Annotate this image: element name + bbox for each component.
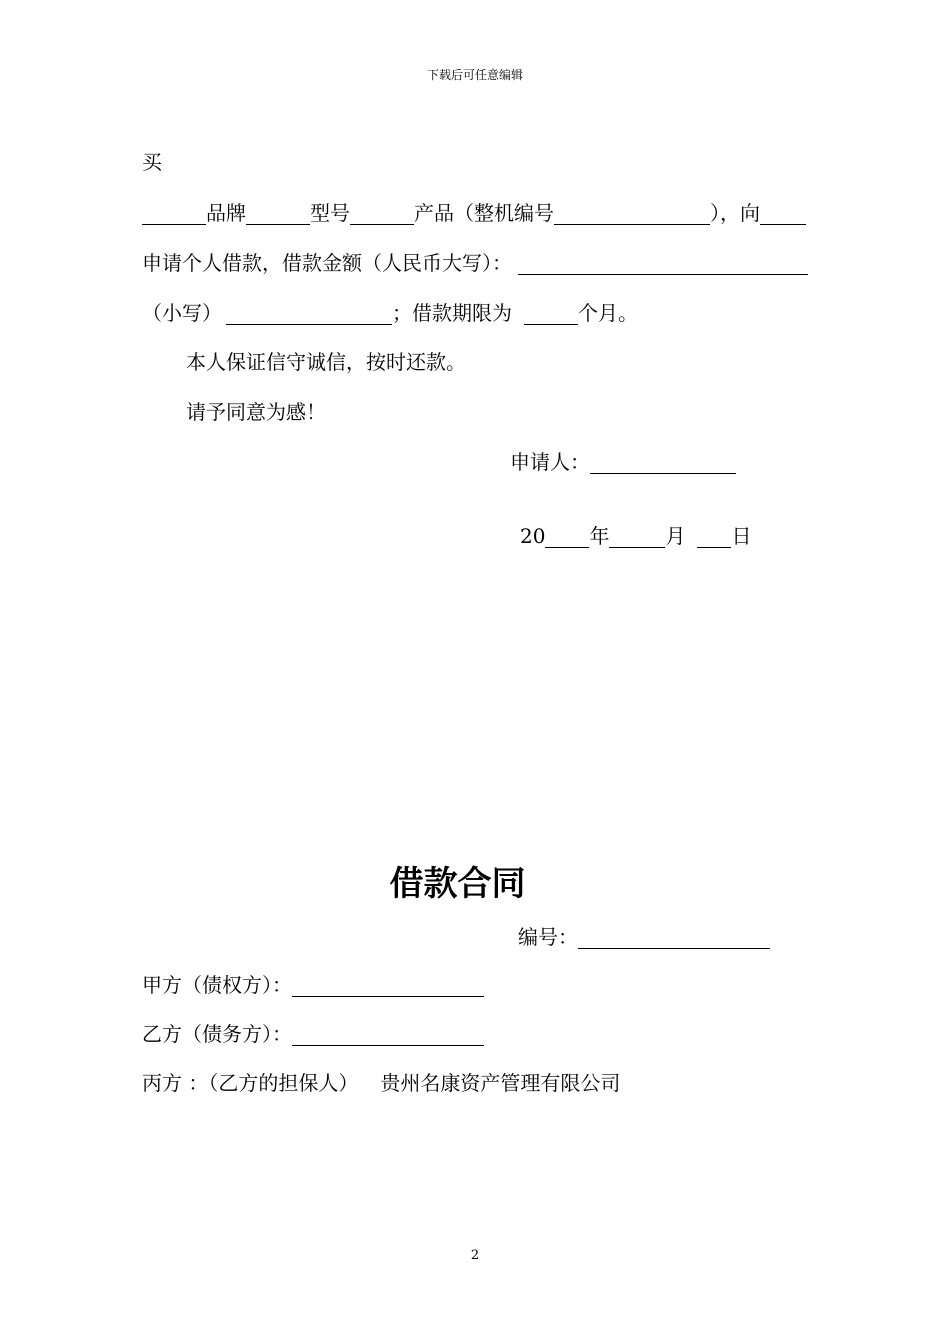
blank-field bbox=[545, 527, 589, 548]
label-contract-number: 编号： bbox=[518, 925, 578, 949]
label-year: 年 bbox=[589, 524, 610, 548]
label-party-a: 甲方（债权方）： bbox=[142, 973, 292, 997]
label-loan-amount: 申请个人借款，借款金额（人民币大写）： bbox=[142, 251, 512, 275]
blank-field bbox=[518, 254, 808, 275]
label-term: ；借款期限为 bbox=[392, 301, 512, 325]
label-applicant: 申请人： bbox=[510, 450, 590, 474]
blank-field bbox=[590, 453, 736, 474]
label-months: 个月。 bbox=[578, 301, 638, 325]
label-product: 产品（整机编号 bbox=[414, 201, 554, 225]
label-party-b: 乙方（债务方）： bbox=[142, 1022, 292, 1046]
page-header-note: 下载后可任意编辑 bbox=[426, 68, 523, 82]
guarantee-text: 本人保证信守诚信，按时还款。 bbox=[186, 350, 466, 374]
party-b-line bbox=[142, 1022, 484, 1046]
product-info-line bbox=[142, 201, 806, 225]
label-brand: 品牌 bbox=[206, 201, 246, 225]
blank-field bbox=[760, 204, 806, 225]
blank-field bbox=[554, 204, 710, 225]
request-text: 请予同意为感！ bbox=[186, 400, 326, 424]
label-party-c: 丙方 ：（乙方的担保人） bbox=[142, 1071, 359, 1095]
loan-term-line bbox=[142, 301, 638, 325]
label-model: 型号 bbox=[310, 201, 350, 225]
contract-title: 借款合同 bbox=[389, 864, 526, 904]
label-small-amount: （小写） bbox=[142, 301, 222, 325]
date-prefix: 20 bbox=[520, 524, 546, 548]
blank-field bbox=[142, 204, 206, 225]
contract-number-line bbox=[518, 925, 770, 949]
label-close-to: ），向 bbox=[710, 201, 760, 225]
loan-amount-line bbox=[142, 251, 808, 275]
label-month: 月 bbox=[665, 524, 686, 548]
blank-field bbox=[226, 304, 392, 325]
party-c-line bbox=[142, 1071, 620, 1095]
party-a-line bbox=[142, 973, 484, 997]
text-buy: 买 bbox=[142, 150, 162, 174]
page-number: 2 bbox=[470, 1248, 480, 1263]
label-day: 日 bbox=[731, 524, 752, 548]
blank-field bbox=[350, 204, 414, 225]
applicant-line bbox=[510, 450, 736, 474]
blank-field bbox=[524, 304, 578, 325]
blank-field bbox=[246, 204, 310, 225]
blank-field bbox=[697, 527, 731, 548]
blank-field bbox=[292, 976, 484, 997]
blank-field bbox=[292, 1025, 484, 1046]
blank-field bbox=[578, 928, 770, 949]
party-c-name: 贵州名康资产管理有限公司 bbox=[380, 1071, 621, 1095]
blank-field bbox=[609, 527, 665, 548]
date-line bbox=[520, 524, 751, 548]
